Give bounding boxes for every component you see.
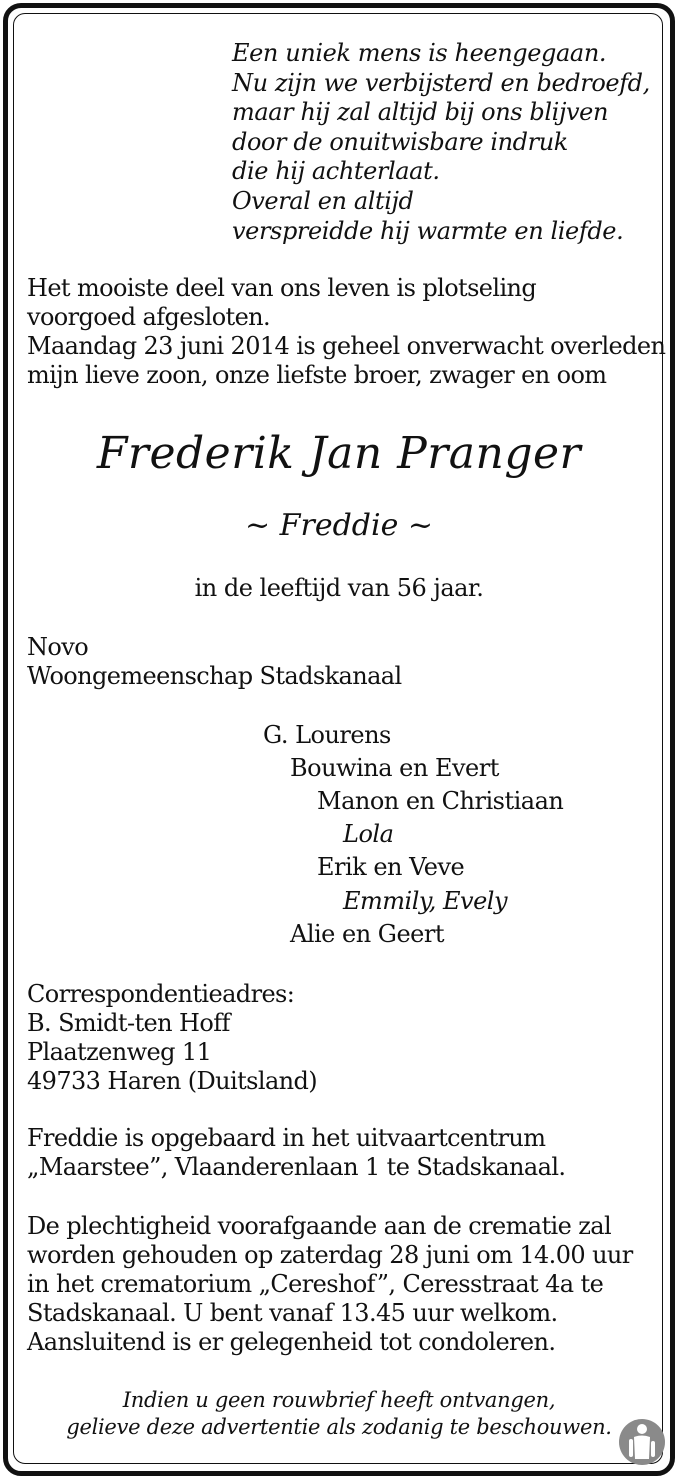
- family-member: Emmily, Evely: [343, 887, 508, 915]
- poem-line: verspreidde hij warmte en liefde.: [232, 216, 624, 245]
- organization-line: Novo: [27, 633, 89, 661]
- address-line: 49733 Haren (Duitsland): [27, 1067, 318, 1095]
- poem-line: Overal en altijd: [232, 186, 414, 215]
- poem-line: Een uniek mens is heengegaan.: [232, 39, 607, 67]
- organization-line: Woongemeenschap Stadskanaal: [27, 662, 402, 690]
- ceremony-line: De plechtigheid voorafgaande aan de crematie zal: [27, 1212, 612, 1240]
- age-line: in de leeftijd van 56 jaar.: [194, 574, 484, 602]
- intro-line: Het mooiste deel van ons leven is plotseling: [27, 274, 537, 302]
- address-line: Correspondentieadres:: [27, 980, 295, 1008]
- viewing-line: Freddie is opgebaard in het uitvaartcentrum: [27, 1124, 546, 1152]
- poem-line: Nu zijn we verbijsterd en bedroefd,: [232, 68, 650, 97]
- intro-line: voorgoed afgesloten.: [27, 303, 271, 331]
- ceremony-line: Stadskanaal. U bent vanaf 13.45 uur welkom.: [27, 1299, 558, 1327]
- address-line: B. Smidt-ten Hoff: [27, 1009, 230, 1037]
- poem-line: door de onuitwisbare indruk: [232, 127, 568, 156]
- ceremony-line: in het crematorium „Cereshof”, Ceresstraat 4a te: [27, 1270, 604, 1298]
- viewing-line: „Maarstee”, Vlaanderenlaan 1 te Stadskanaal.: [27, 1153, 566, 1181]
- ceremony-line: worden gehouden op zaterdag 28 juni om 14.00 uur: [27, 1241, 633, 1269]
- ceremony-line: Aansluitend is er gelegenheid tot condoleren.: [27, 1328, 556, 1356]
- closing-note: [0, 1387, 678, 1441]
- deceased-nickname: ~ Freddie ~: [244, 508, 433, 543]
- mourning-figure-icon: [617, 1417, 667, 1467]
- poem-line: die hij achterlaat.: [232, 157, 440, 186]
- poem: [232, 39, 650, 246]
- family-member: Erik en Veve: [317, 853, 465, 881]
- intro-line: mijn lieve zoon, onze liefste broer, zwager en oom: [27, 361, 607, 389]
- correspondence-address: [27, 980, 317, 1096]
- organization: [27, 633, 402, 691]
- poem-line: maar hij zal altijd bij ons blijven: [232, 98, 609, 127]
- family-member: Manon en Christiaan: [317, 787, 564, 815]
- intro-line: Maandag 23 juni 2014 is geheel onverwacht overleden: [27, 332, 666, 360]
- intro-paragraph: [27, 274, 665, 390]
- closing-line: gelieve deze advertentie als zodanig te beschouwen.: [66, 1415, 612, 1439]
- deceased-name: Frederik Jan Pranger: [96, 428, 582, 479]
- ceremony-info: [27, 1212, 633, 1357]
- family-member: Alie en Geert: [290, 920, 444, 948]
- family-member: Bouwina en Evert: [290, 754, 499, 782]
- closing-line: Indien u geen rouwbrief heeft ontvangen,: [122, 1388, 556, 1412]
- address-line: Plaatzenweg 11: [27, 1038, 212, 1066]
- family-member: G. Lourens: [263, 721, 391, 749]
- viewing-info: [27, 1124, 565, 1182]
- family-member: Lola: [343, 820, 394, 848]
